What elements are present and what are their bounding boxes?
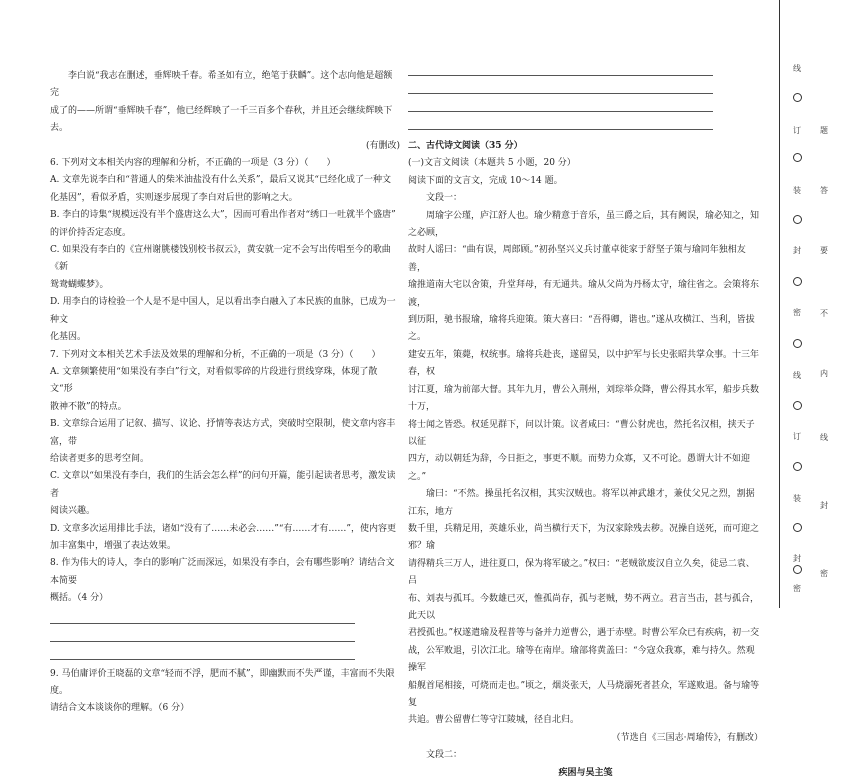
option-line: C. 文章以“如果没有李白，我们的生活会怎么样”的问句开篇，能引起读者思考，激发读者	[50, 471, 396, 499]
passage-line: 瑜曰：“不然。操虽托名汉相，其实汉贼也。将军以神武雄才，兼仗父兄之烈，割据江东，地方	[408, 489, 755, 517]
option-line: 化基因。	[50, 332, 87, 343]
binding-label: 题	[820, 126, 828, 135]
passage-line: 船舰首尾相接，可烧而走也。”顷之，烟炎张天，人马烧溺死者甚众，军遂败退。备与瑜等复	[408, 680, 760, 708]
answer-line[interactable]	[50, 626, 355, 642]
option-line: 散神不散”的特点。	[50, 401, 127, 412]
right-column	[408, 68, 763, 782]
option-line: 的评价持否定态度。	[50, 227, 132, 238]
binding-circle-icon	[786, 153, 808, 164]
subsection-title: (一)文言文阅读（本题共 5 小题，20 分）	[408, 158, 576, 169]
answer-line[interactable]	[408, 78, 713, 94]
left-column	[50, 68, 400, 718]
question-9: 9. 马伯庸评价王晓磊的文章“轻而不浮，肥而不腻”，即幽默而不失严谨，丰富而不失限度。	[50, 668, 395, 696]
binding-char: 线	[793, 371, 801, 380]
option-line: 给读者更多的思考空间。	[50, 453, 150, 464]
binding-label: 要	[820, 246, 828, 255]
binding-circle-icon	[786, 277, 808, 288]
binding-circle-icon	[786, 215, 808, 226]
option-line: 化基因”，看似矛盾，实则逐步展现了李白对后世的影响之大。	[50, 192, 298, 203]
passage-line: 建安五年，策薨，权统事。瑜将兵赴丧，遂留吴，以中护军与长史张昭共掌众事。十三年春，权	[408, 349, 760, 378]
question-8-cont: 概括。（4 分）	[50, 593, 109, 604]
source-note: (有删改)	[365, 140, 400, 151]
passage-line: 四方，动以朝廷为辞，今日拒之，事更不顺。而势力众寡，又不可论。愚谓大计不如迎之。”	[408, 454, 751, 482]
binding-char: 线	[793, 64, 801, 73]
passage-line: 请得精兵三万人，进往夏口，保为将军破之。”权曰：“老贼欲废汉自立久矣，徒忌二袁、吕	[408, 558, 755, 587]
binding-circle-icon	[786, 565, 808, 576]
answer-line[interactable]	[50, 644, 355, 660]
passage-line: 数千里，兵精足用，英雄乐业，尚当横行天下，为汉家除残去秽。况操自送死，而可迎之邪？瑜	[408, 523, 760, 552]
passage-line: 君授孤也。”权遂遣瑜及程普等与备并力逆曹公，遇于赤壁。时曹公军众已有疾病，初一交	[408, 628, 760, 639]
passage-line: 战，公军败退，引次江北。瑜等在南岸。瑜部将黄盖曰：“今寇众我寡，难与持久。然观操军	[408, 645, 755, 674]
binding-label: 内	[820, 369, 828, 378]
answer-line[interactable]	[408, 96, 713, 112]
binding-char: 封	[793, 554, 801, 563]
question-9-cont: 请结合文本谈谈你的理解。（6 分）	[50, 703, 190, 714]
question-7: 7. 下列对文本相关艺术手法及效果的理解和分析，不正确的一项是（3 分）（ ）	[50, 349, 381, 360]
binding-char: 装	[793, 494, 801, 503]
text1-label: 文段一：	[426, 193, 463, 204]
binding-char: 封	[793, 246, 801, 255]
option-line: B. 李白的诗集“规模远没有半个盛唐这么大”，因而可看出作者对“绣口一吐就半个盛唐”	[50, 210, 396, 221]
text-line: 李白说“我志在删述，垂辉映千春。希圣如有立，绝笔于获麟”。这个志向他是超额完	[50, 71, 393, 99]
binding-divider	[779, 0, 780, 608]
binding-label: 密	[820, 569, 828, 578]
answer-line[interactable]	[50, 608, 355, 624]
option-line: D. 文章多次运用排比手法，诸如“没有了……未必会……”“有……才有……”，使内容更	[50, 523, 397, 534]
binding-char: 密	[793, 308, 801, 317]
option-line: 加丰富集中，增强了表达效果。	[50, 540, 177, 551]
answer-line[interactable]	[408, 60, 713, 76]
binding-circle-icon	[786, 462, 808, 473]
option-line: D. 用李白的诗检验一个人是不是中国人，足以看出李白融入了本民族的血脉，已成为一种文	[50, 297, 396, 325]
text-line: 成了的——所谓“垂辉映千春”，他已经辉映了一千三百多个春秋，并且还会继续辉映下去。	[50, 105, 393, 134]
binding-label: 答	[820, 186, 828, 195]
option-line: A. 文章先说李白和“普通人的柴米油盐没有什么关系”，最后又说其“已经化成了一种文	[50, 175, 392, 186]
source-note: （节选自《三国志·周瑜传》，有删改）	[611, 732, 763, 743]
question-6: 6. 下列对文本相关内容的理解和分析，不正确的一项是（3 分）（ ）	[50, 158, 336, 169]
passage-line: 共追。曹公留曹仁等守江陵城，径自北归。	[408, 715, 580, 726]
instruction: 阅读下面的文言文，完成 10～14 题。	[408, 175, 563, 186]
binding-char: 订	[793, 126, 801, 135]
option-line: A. 文章频繁使用“如果没有李白”行文，对看似零碎的片段进行贯线穿珠，体现了散文“形	[50, 366, 378, 395]
passage-line: 将士闻之皆恐。权延见群下，问以计策。议者咸曰：“曹公豺虎也，然托名汉相，挟天子以征	[408, 419, 755, 447]
binding-circle-icon	[786, 93, 808, 104]
binding-circle-icon	[786, 339, 808, 350]
binding-label: 封	[820, 501, 828, 510]
binding-label: 不	[820, 309, 828, 318]
binding-circle-icon	[786, 401, 808, 412]
passage-line: 讨江夏，瑜为前部大督。其年九月，曹公入荆州，刘琮举众降，曹公得其水军，船步兵数十万，	[408, 384, 760, 413]
passage-line: 瑜推道南大宅以舍策，升堂拜母，有无通共。瑜从父尚为丹杨太守，瑜往省之。会策将东渡，	[408, 280, 760, 308]
binding-char: 密	[793, 584, 801, 593]
binding-char: 装	[793, 186, 801, 195]
text2-label: 文段二：	[426, 750, 463, 761]
answer-line[interactable]	[408, 114, 713, 130]
option-line: 阅读兴趣。	[50, 506, 96, 517]
binding-circle-icon	[786, 523, 808, 534]
passage-line: 故时人谣曰：“曲有误，周郎顾。”初孙坚兴义兵讨董卓徙家于舒坚子策与瑜同年独相友善，	[408, 245, 746, 273]
binding-label: 线	[820, 433, 828, 442]
question-8: 8. 作为伟大的诗人，李白的影响广泛而深远，如果没有李白，会有哪些影响？请结合文本简要	[50, 558, 395, 586]
option-line: 鸳鸯蝴蝶梦》。	[50, 279, 109, 290]
binding-char: 订	[793, 432, 801, 441]
text2-title: 疾困与吴主笺	[558, 767, 613, 778]
option-line: C. 如果没有李白的《宣州谢朓楼饯别校书叔云》，黄安就一定不会写出传唱至今的歌曲《新	[50, 245, 391, 273]
passage-line: 布、刘表与孤耳。今数雄已灭，惟孤尚存，孤与老贼，势不两立。君言当击，甚与孤合，此天以	[408, 593, 760, 621]
section-title: 二、古代诗文阅读（35 分）	[408, 141, 523, 151]
passage-line: 周瑜字公瑾，庐江舒人也。瑜少精意于音乐，虽三爵之后，其有阙误，瑜必知之，知之必顾，	[408, 210, 760, 239]
passage-line: 到历阳，驰书报瑜，瑜将兵迎策。策大喜曰：“吾得卿，谐也。”遂从攻横江、当利，皆拔之。	[408, 315, 755, 343]
option-line: B. 文章综合运用了记叙、描写、议论、抒情等表达方式，突破时空限制，使文章内容丰富，带	[50, 419, 396, 447]
